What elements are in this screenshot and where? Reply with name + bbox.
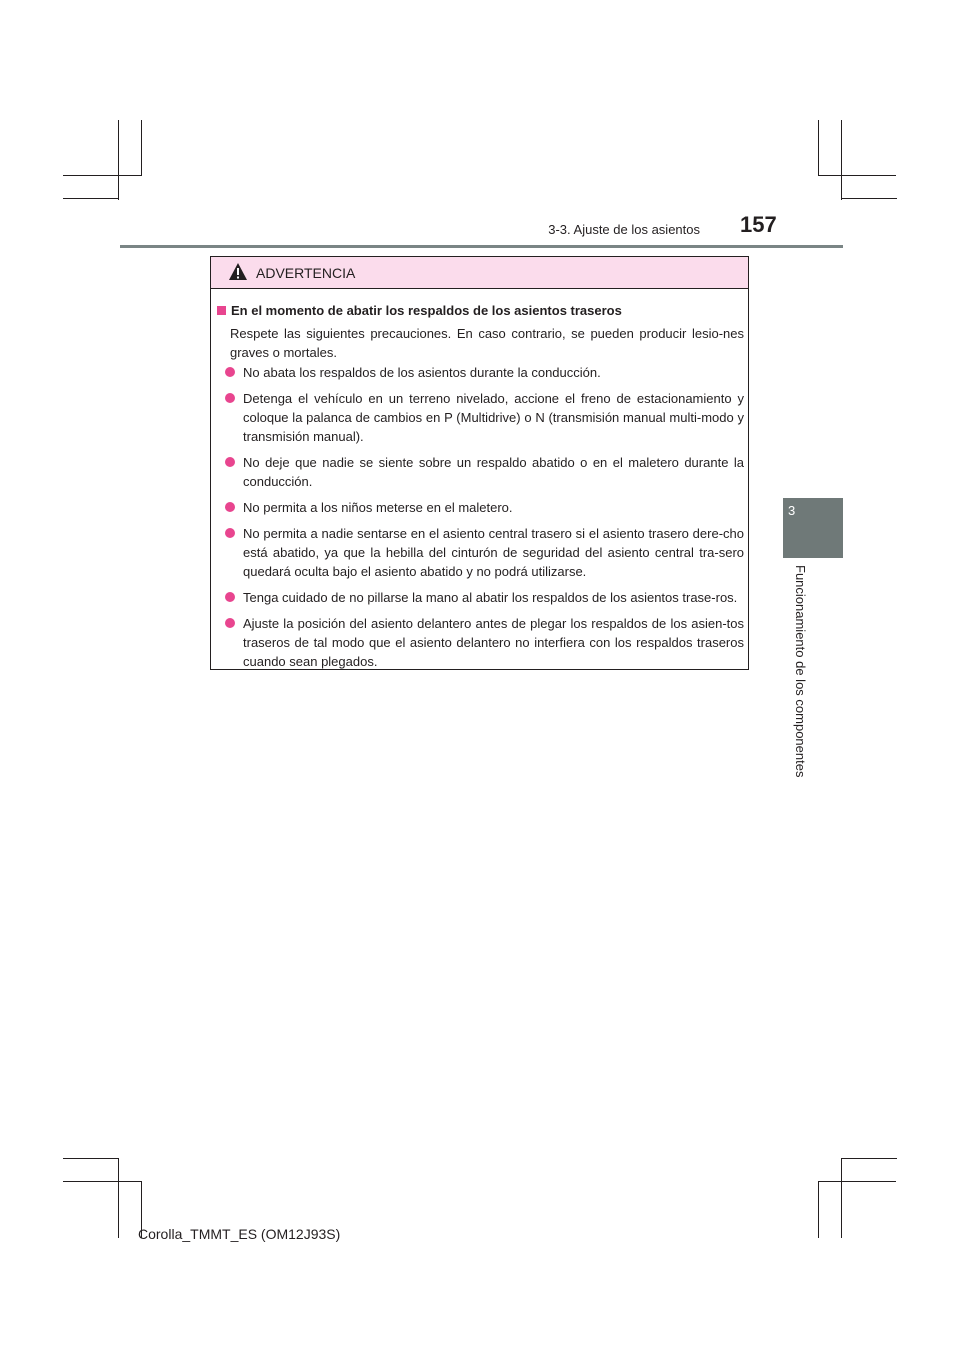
warning-triangle-icon bbox=[228, 262, 248, 282]
bullet-dot-icon bbox=[225, 393, 235, 403]
bullet-dot-icon bbox=[225, 528, 235, 538]
crop-mark bbox=[841, 1158, 842, 1238]
chapter-label: Funcionamiento de los componentes bbox=[793, 565, 808, 778]
list-item-text: No abata los respaldos de los asientos durante la conducción. bbox=[243, 365, 601, 380]
crop-mark bbox=[818, 120, 819, 176]
crop-mark bbox=[63, 1158, 119, 1159]
crop-mark bbox=[818, 1181, 896, 1182]
header-divider bbox=[120, 245, 843, 248]
list-item-text: Detenga el vehículo en un terreno nivelado, accione el freno de estacionamiento y coloque la palanca de cambios en P (Multidrive) o N (transmisión manual multi-modo y transmisión manual). bbox=[243, 391, 744, 444]
crop-mark bbox=[63, 1181, 141, 1182]
crop-mark bbox=[118, 1158, 119, 1238]
crop-mark bbox=[118, 120, 119, 200]
warning-header bbox=[211, 257, 748, 289]
crop-mark bbox=[841, 120, 842, 200]
list-item-text: Ajuste la posición del asiento delantero antes de plegar los respaldos de los asien-tos traseros de tal modo que el asiento delantero no interfiera con los respaldos traseros cuando sean plegados. bbox=[243, 616, 744, 669]
list-item-text: No permita a los niños meterse en el maletero. bbox=[243, 500, 513, 515]
warning-intro: Respete las siguientes precauciones. En caso contrario, se pueden producir lesio-nes graves o mortales. bbox=[230, 326, 744, 360]
crop-mark bbox=[63, 175, 141, 176]
list-item bbox=[223, 498, 744, 517]
document-id: Corolla_TMMT_ES (OM12J93S) bbox=[138, 1226, 341, 1242]
list-item bbox=[223, 588, 744, 607]
warning-title: ADVERTENCIA bbox=[256, 265, 356, 281]
square-bullet-icon bbox=[217, 306, 226, 315]
crop-mark bbox=[818, 1181, 819, 1238]
bullet-dot-icon bbox=[225, 457, 235, 467]
crop-mark bbox=[841, 198, 897, 199]
bullet-dot-icon bbox=[225, 367, 235, 377]
warning-list bbox=[223, 363, 744, 678]
chapter-number: 3 bbox=[788, 503, 796, 518]
list-item-text: Tenga cuidado de no pillarse la mano al abatir los respaldos de los asientos trase-ros. bbox=[243, 590, 738, 605]
crop-mark bbox=[841, 1158, 897, 1159]
warning-box bbox=[210, 256, 749, 670]
page-number: 157 bbox=[740, 212, 777, 237]
list-item-text: No deje que nadie se siente sobre un respaldo abatido o en el maletero durante la conducción. bbox=[243, 455, 744, 489]
list-item bbox=[223, 389, 744, 446]
list-item bbox=[223, 614, 744, 671]
list-item bbox=[223, 363, 744, 382]
warning-heading bbox=[217, 301, 622, 320]
crop-mark bbox=[818, 175, 896, 176]
list-item bbox=[223, 453, 744, 491]
warning-heading-text: En el momento de abatir los respaldos de los asientos traseros bbox=[231, 303, 622, 318]
section-title: 3-3. Ajuste de los asientos bbox=[548, 222, 700, 237]
crop-mark bbox=[63, 198, 119, 199]
list-item-text: No permita a nadie sentarse en el asiento central trasero si el asiento trasero dere-cho está abatido, ya que la hebilla del cinturón de seguridad del asiento central tra-sero quedará oculta bajo el asiento abatido y no podrá utilizarse. bbox=[243, 526, 744, 579]
list-item bbox=[223, 524, 744, 581]
bullet-dot-icon bbox=[225, 592, 235, 602]
chapter-tab bbox=[783, 498, 843, 558]
bullet-dot-icon bbox=[225, 502, 235, 512]
crop-mark bbox=[141, 120, 142, 176]
bullet-dot-icon bbox=[225, 618, 235, 628]
